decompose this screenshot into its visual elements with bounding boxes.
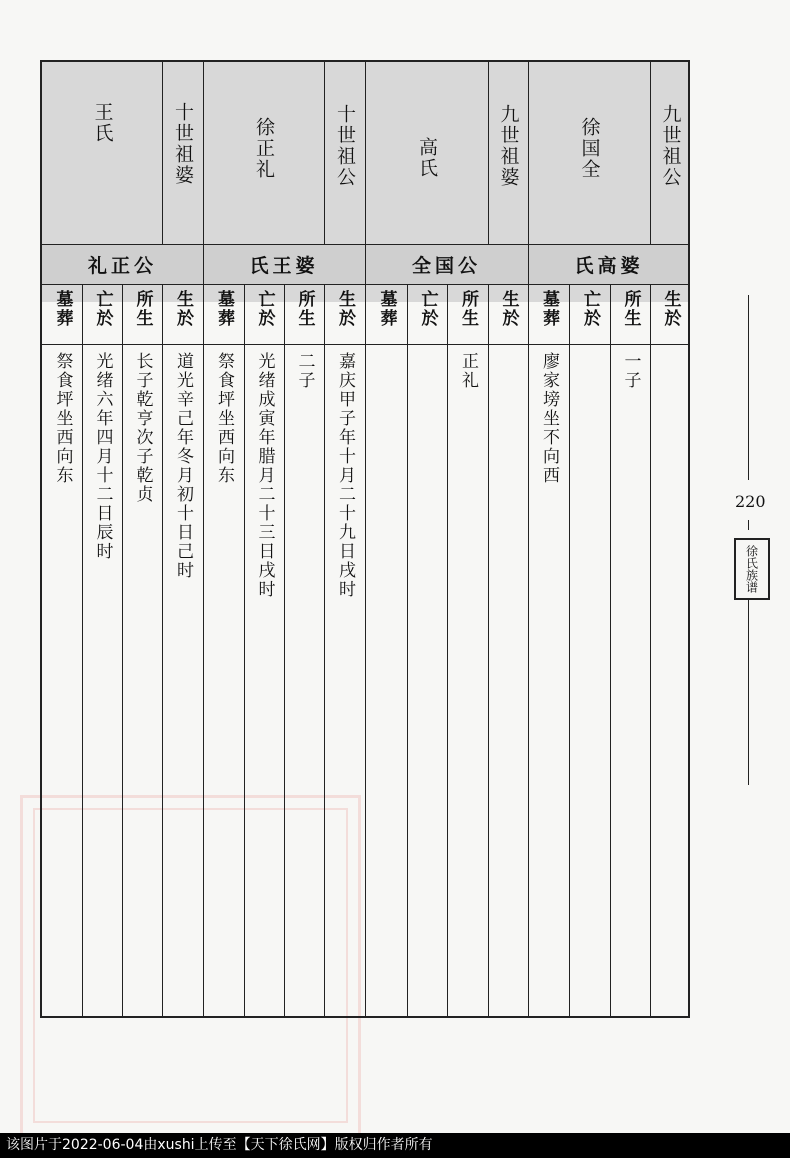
field-label: [122, 284, 162, 344]
field-label: [650, 284, 690, 344]
book-title-text: 徐氏族谱: [744, 545, 759, 593]
generation-label: [650, 62, 690, 244]
person-name: [365, 62, 488, 244]
label-death: 亡於: [254, 290, 275, 328]
field-label: [162, 284, 203, 344]
spouse-label: [203, 244, 365, 284]
field-label: [244, 284, 284, 344]
label-children: 所生: [458, 290, 478, 328]
spouse-label: [365, 244, 528, 284]
field-value: [82, 344, 122, 1018]
upload-footer: 该图片于2022-06-04由xushi上传至【天下徐氏网】版权归作者所有: [0, 1133, 790, 1158]
value-death: 光绪六年四月十二日辰时: [92, 352, 113, 561]
value-children: 一子: [620, 352, 641, 390]
generation-label: [324, 62, 365, 244]
value-death: 光绪成寅年腊月二十三日戌时: [254, 352, 275, 599]
label-death: 亡於: [417, 290, 438, 328]
field-value: [284, 344, 324, 1018]
field-label: [569, 284, 610, 344]
label-children: 所生: [294, 290, 315, 328]
label-birth: 生於: [173, 290, 193, 328]
margin-rule: [748, 520, 749, 530]
person-name: [528, 62, 650, 244]
spouse-text: 礼正公: [87, 254, 157, 277]
value-children: 长子乾亨次子乾贞: [132, 352, 153, 504]
spouse-text: 全国公: [411, 254, 481, 277]
field-value: [488, 344, 528, 1018]
label-birth: 生於: [498, 290, 519, 328]
person-name-text: 徐正礼: [253, 117, 275, 180]
field-label: [528, 284, 569, 344]
generation-text: 九世祖公: [659, 104, 682, 188]
value-burial: 祭食坪坐西向东: [52, 352, 73, 485]
label-death: 亡於: [580, 290, 600, 328]
label-burial: 墓葬: [539, 290, 559, 328]
field-value: [407, 344, 447, 1018]
field-label: [82, 284, 122, 344]
person-name-text: 高氏: [416, 137, 438, 179]
margin-rule: [748, 600, 749, 785]
field-value: [365, 344, 407, 1018]
value-burial: 祭食坪坐西向东: [214, 352, 234, 485]
label-burial: 墓葬: [376, 290, 397, 328]
field-label: [488, 284, 528, 344]
field-value: [42, 344, 82, 1018]
label-birth: 生於: [660, 290, 681, 328]
field-value: [122, 344, 162, 1018]
field-value: [244, 344, 284, 1018]
field-label: [284, 284, 324, 344]
value-children: 二子: [294, 352, 315, 390]
person-name-text: 王氏: [91, 102, 114, 144]
field-value: [203, 344, 244, 1018]
person-name: [203, 62, 324, 244]
field-value: [162, 344, 203, 1018]
value-children: 正礼: [458, 352, 478, 390]
generation-label: [162, 62, 203, 244]
label-death: 亡於: [92, 290, 113, 328]
genealogy-table: [40, 60, 690, 1018]
field-value: [528, 344, 569, 1018]
label-birth: 生於: [335, 290, 355, 328]
generation-text: 十世祖公: [334, 104, 356, 188]
field-label: [365, 284, 407, 344]
spouse-text: 氏王婆: [249, 254, 319, 277]
field-value: [447, 344, 488, 1018]
field-label: [610, 284, 650, 344]
value-burial: 廖家塝坐不向西: [539, 352, 559, 485]
label-burial: 墓葬: [214, 290, 234, 328]
label-children: 所生: [132, 290, 153, 328]
field-value: [650, 344, 690, 1018]
field-label: [42, 284, 82, 344]
page-number: 220: [735, 492, 766, 511]
field-label: [324, 284, 365, 344]
label-children: 所生: [620, 290, 641, 328]
person-name: [42, 62, 162, 244]
value-birth: 道光辛己年冬月初十日己时: [173, 352, 193, 580]
generation-label: [488, 62, 528, 244]
label-burial: 墓葬: [52, 290, 73, 328]
spouse-label: [42, 244, 203, 284]
generation-text: 九世祖婆: [497, 104, 520, 188]
value-birth: 嘉庆甲子年十月二十九日戌时: [335, 352, 355, 599]
spouse-text: 氏高婆: [574, 254, 644, 277]
field-label: [447, 284, 488, 344]
field-value: [610, 344, 650, 1018]
book-title-mark: [734, 538, 770, 600]
field-value: [569, 344, 610, 1018]
margin-rule: [748, 295, 749, 480]
spouse-label: [528, 244, 690, 284]
field-label: [203, 284, 244, 344]
person-name-text: 徐国全: [578, 117, 601, 180]
field-value: [324, 344, 365, 1018]
field-label: [407, 284, 447, 344]
generation-text: 十世祖婆: [172, 102, 194, 186]
